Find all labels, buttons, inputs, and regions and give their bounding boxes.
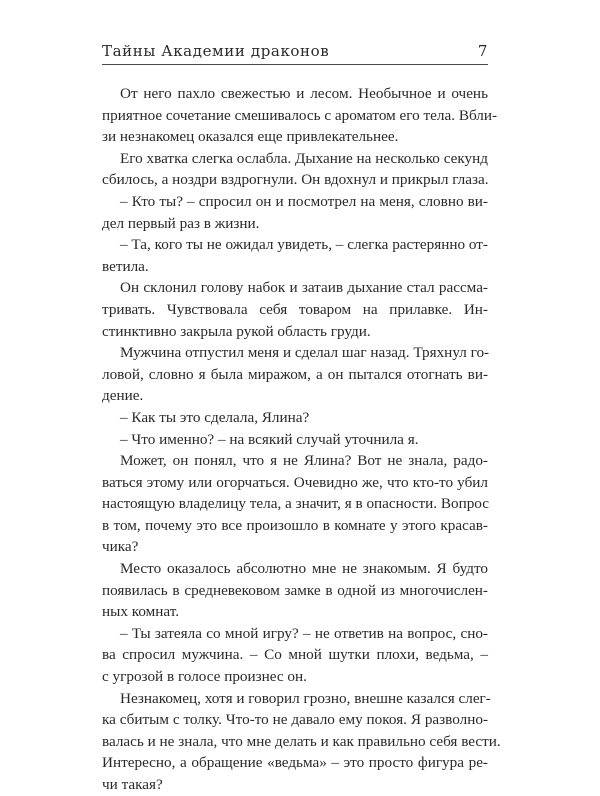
running-title: Тайны Академии драконов xyxy=(102,42,330,60)
text-line: дение. xyxy=(102,387,144,405)
text-line: тривать. Чувствовала себя товаром на прилавке. Ин- xyxy=(102,300,488,318)
text-line: с угрозой в голосе произнес он. xyxy=(102,668,307,686)
paragraph xyxy=(102,234,488,277)
text-line: зи незнакомец оказался еще привлекательнее. xyxy=(102,128,399,146)
text-line: приятное сочетание смешивалось с ароматом его тела. Вбли- xyxy=(102,106,498,124)
text-line: ветила. xyxy=(102,257,149,275)
text-line: ва спросил мужчина. – Со мной шутки плохи, ведьма, – xyxy=(102,646,488,664)
header-divider xyxy=(102,64,488,65)
text-line: – Та, кого ты не ожидал увидеть, – слегка растерянно от- xyxy=(120,236,488,254)
paragraph xyxy=(102,191,488,234)
text-line: Место оказалось абсолютно мне не знакомым. Я будто xyxy=(120,560,488,578)
text-line: чика? xyxy=(102,538,139,556)
text-line: – Что именно? – на всякий случай уточнила я. xyxy=(120,430,419,448)
body-text xyxy=(102,83,501,796)
paragraph xyxy=(102,429,488,451)
text-line: сбилось, а ноздри вздрогнули. Он вдохнул и прикрыл глаза. xyxy=(102,171,489,189)
text-line: ваться этому или огорчаться. Очевидно же, что кто-то убил xyxy=(102,473,488,491)
text-line: От него пахло свежестью и лесом. Необычное и очень xyxy=(120,85,488,102)
paragraph xyxy=(102,148,488,191)
text-line: чи такая? xyxy=(102,776,163,793)
paragraph xyxy=(102,558,488,623)
paragraph xyxy=(102,623,488,688)
text-line: ных комнат. xyxy=(102,603,180,621)
text-line: ка сбитым с толку. Что-то не давало ему покоя. Я разволно- xyxy=(102,711,488,729)
text-line: валась и не знала, что мне делать и как правильно себя вести. xyxy=(102,732,501,750)
text-line: Может, он понял, что я не Ялина? Вот не знала, радо- xyxy=(120,452,488,470)
running-header xyxy=(102,40,488,62)
text-line: Незнакомец, хотя и говорил грозно, внешне казался слег- xyxy=(120,689,491,707)
text-line: – Кто ты? – спросил он и посмотрел на меня, словно ви- xyxy=(120,192,488,210)
text-line: дел первый раз в жизни. xyxy=(102,214,260,232)
text-line: Его хватка слегка ослабла. Дыхание на несколько секунд xyxy=(120,149,488,167)
paragraph xyxy=(102,83,498,148)
text-line: в том, почему это все произошло в комнате у этого красав- xyxy=(102,516,488,534)
text-line: стинктивно закрыла рукой область груди. xyxy=(102,322,371,340)
text-line: Интересно, а обращение «ведьма» – это просто фигура ре- xyxy=(102,754,488,772)
paragraph xyxy=(102,688,501,796)
page-number: 7 xyxy=(477,42,488,60)
paragraph xyxy=(102,277,488,342)
text-line: настоящую владелицу тела, а значит, я в опасности. Вопрос xyxy=(102,495,490,513)
paragraph xyxy=(102,450,488,558)
text-line: появилась в средневековом замке в одной из многочислен- xyxy=(102,581,488,599)
text-line: – Как ты это сделала, Ялина? xyxy=(120,408,310,426)
text-line: ловой, словно я была миражом, а он пытался отогнать ви- xyxy=(102,365,488,383)
paragraph xyxy=(102,342,488,407)
paragraph xyxy=(102,407,488,429)
text-line: Он склонил голову набок и затаив дыхание стал рассма- xyxy=(120,279,488,297)
text-line: Мужчина отпустил меня и сделал шаг назад. Тряхнул го- xyxy=(120,344,490,362)
text-line: – Ты затеяла со мной игру? – не ответив на вопрос, сно- xyxy=(120,624,488,642)
